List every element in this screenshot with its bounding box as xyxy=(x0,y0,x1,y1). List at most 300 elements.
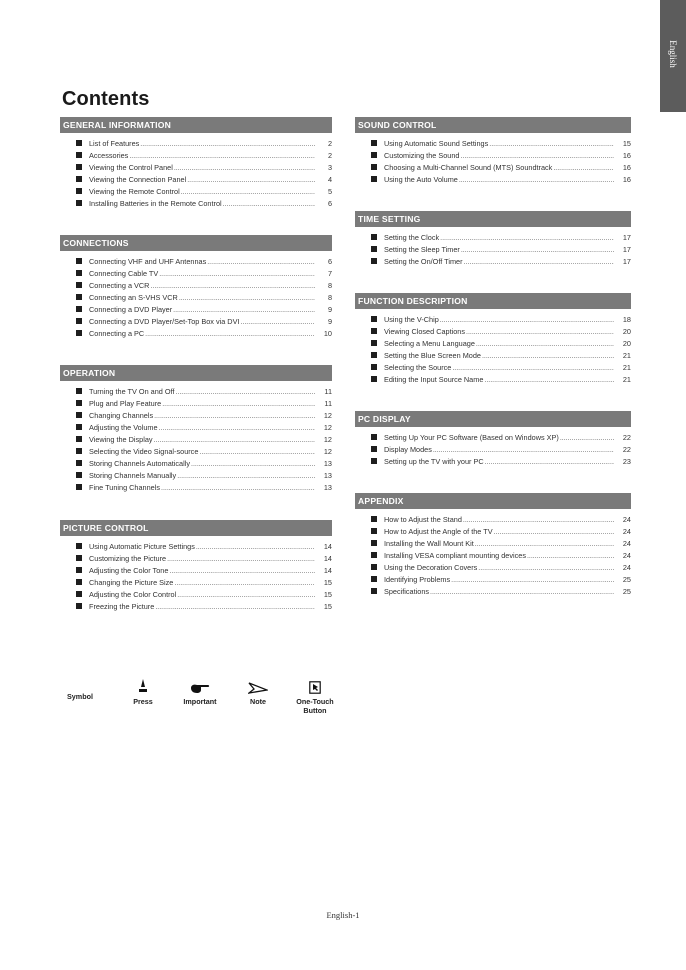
toc-entry[interactable] xyxy=(76,483,332,495)
toc-entry-label: Changing the Picture Size xyxy=(89,578,174,587)
toc-entry-list xyxy=(60,257,332,341)
toc-entry[interactable] xyxy=(371,445,631,457)
section-heading: OPERATION xyxy=(60,365,332,381)
toc-entry-list xyxy=(60,542,332,614)
legend-note-label: Note xyxy=(250,697,266,706)
toc-entry-page: 13 xyxy=(323,471,332,480)
toc-entry-page: 11 xyxy=(324,399,332,408)
dot-leader xyxy=(459,177,614,184)
toc-section xyxy=(355,493,631,599)
toc-entry[interactable] xyxy=(371,233,631,245)
toc-entry-label: Storing Channels Manually xyxy=(89,471,177,480)
toc-entry[interactable] xyxy=(76,293,332,305)
dot-leader xyxy=(430,589,614,596)
toc-entry-label: Storing Channels Automatically xyxy=(89,459,190,468)
section-heading: SOUND CONTROL xyxy=(355,117,631,133)
toc-entry[interactable] xyxy=(371,539,631,551)
toc-entry[interactable] xyxy=(76,199,332,211)
toc-entry-list xyxy=(355,139,631,187)
toc-entry-label: Customizing the Sound xyxy=(384,151,460,160)
dot-leader xyxy=(494,529,614,536)
square-bullet-icon xyxy=(371,246,377,252)
toc-section xyxy=(355,411,631,469)
dot-leader xyxy=(207,259,315,266)
toc-entry-list xyxy=(355,515,631,599)
square-bullet-icon xyxy=(76,448,82,454)
toc-entry-page: 14 xyxy=(323,554,332,563)
toc-entry-label: Selecting a Menu Language xyxy=(384,339,475,348)
toc-entry-page: 23 xyxy=(622,457,631,466)
square-bullet-icon xyxy=(371,316,377,322)
toc-entry[interactable] xyxy=(371,363,631,375)
dot-leader xyxy=(199,449,315,456)
square-bullet-icon xyxy=(76,603,82,609)
toc-entry-page: 24 xyxy=(622,563,631,572)
dot-leader xyxy=(140,141,315,148)
toc-entry-page: 6 xyxy=(327,199,332,208)
dot-leader xyxy=(475,541,614,548)
toc-entry[interactable] xyxy=(371,339,631,351)
toc-entry-label: Using the Auto Volume xyxy=(384,175,458,184)
toc-entry-page: 12 xyxy=(323,423,332,432)
toc-entry-page: 24 xyxy=(622,551,631,560)
dot-leader xyxy=(177,473,315,480)
square-bullet-icon xyxy=(76,591,82,597)
square-bullet-icon xyxy=(76,282,82,288)
toc-entry-page: 9 xyxy=(327,317,332,326)
dot-leader xyxy=(173,307,315,314)
toc-entry-page: 20 xyxy=(622,339,631,348)
legend-symbol xyxy=(50,692,110,701)
toc-entry-page: 7 xyxy=(327,269,332,278)
square-bullet-icon xyxy=(76,555,82,561)
square-bullet-icon xyxy=(371,540,377,546)
square-bullet-icon xyxy=(371,152,377,158)
square-bullet-icon xyxy=(76,176,82,182)
toc-entry-label: Identifying Problems xyxy=(384,575,451,584)
square-bullet-icon xyxy=(76,294,82,300)
dot-leader xyxy=(527,553,614,560)
toc-entry-page: 8 xyxy=(327,281,332,290)
toc-entry-label: Setting the On/Off Timer xyxy=(384,257,463,266)
toc-entry-list xyxy=(355,233,631,269)
dot-leader xyxy=(159,271,315,278)
square-bullet-icon xyxy=(371,458,377,464)
toc-entry[interactable] xyxy=(76,269,332,281)
toc-entry-page: 13 xyxy=(323,459,332,468)
square-bullet-icon xyxy=(76,567,82,573)
toc-section xyxy=(60,235,332,341)
square-bullet-icon xyxy=(76,152,82,158)
toc-entry-label: Setting the Blue Screen Mode xyxy=(384,351,481,360)
toc-entry-label: Editing the Input Source Name xyxy=(384,375,484,384)
toc-entry-page: 15 xyxy=(323,578,332,587)
dot-leader xyxy=(179,295,315,302)
toc-entry-page: 15 xyxy=(323,602,332,611)
toc-entry-label: Connecting a VCR xyxy=(89,281,150,290)
toc-entry-page: 18 xyxy=(622,315,631,324)
toc-entry-label: Customizing the Picture xyxy=(89,554,167,563)
toc-entry-label: Adjusting the Volume xyxy=(89,423,158,432)
toc-entry[interactable] xyxy=(371,587,631,599)
toc-entry-label: Viewing Closed Captions xyxy=(384,327,465,336)
legend-note xyxy=(228,676,288,706)
toc-entry[interactable] xyxy=(76,151,332,163)
toc-entry[interactable] xyxy=(371,351,631,363)
dot-leader xyxy=(196,544,315,551)
toc-entry-list xyxy=(60,387,332,495)
square-bullet-icon xyxy=(371,340,377,346)
square-bullet-icon xyxy=(371,516,377,522)
press-icon xyxy=(113,676,173,694)
square-bullet-icon xyxy=(76,472,82,478)
toc-entry-page: 17 xyxy=(622,257,631,266)
toc-entry[interactable] xyxy=(371,151,631,163)
toc-entry-label: Using Automatic Picture Settings xyxy=(89,542,195,551)
toc-entry[interactable] xyxy=(371,527,631,539)
toc-entry[interactable] xyxy=(371,515,631,527)
toc-entry[interactable] xyxy=(76,329,332,341)
square-bullet-icon xyxy=(76,330,82,336)
square-bullet-icon xyxy=(76,460,82,466)
toc-entry-page: 6 xyxy=(327,257,332,266)
one-touch-button-icon xyxy=(285,676,345,694)
dot-leader xyxy=(154,413,315,420)
square-bullet-icon xyxy=(76,188,82,194)
toc-entry-label: Viewing the Connection Panel xyxy=(89,175,187,184)
toc-entry[interactable] xyxy=(76,566,332,578)
square-bullet-icon xyxy=(76,164,82,170)
toc-entry[interactable] xyxy=(76,471,332,483)
toc-entry-label: Using Automatic Sound Settings xyxy=(384,139,489,148)
toc-entry-label: Fine Tuning Channels xyxy=(89,483,160,492)
dot-leader xyxy=(223,201,315,208)
toc-entry-label: Connecting Cable TV xyxy=(89,269,159,278)
toc-entry-label: Adjusting the Color Control xyxy=(89,590,177,599)
page-footer: English-1 xyxy=(326,910,360,920)
dot-leader xyxy=(177,592,315,599)
toc-entry-label: Viewing the Remote Control xyxy=(89,187,180,196)
square-bullet-icon xyxy=(371,446,377,452)
toc-entry-label: Setting the Clock xyxy=(384,233,440,242)
dot-leader xyxy=(452,365,614,372)
square-bullet-icon xyxy=(76,543,82,549)
dot-leader xyxy=(478,565,614,572)
toc-entry-page: 12 xyxy=(323,411,332,420)
toc-entry[interactable] xyxy=(76,435,332,447)
toc-entry-page: 16 xyxy=(622,163,631,172)
toc-entry-page: 4 xyxy=(327,175,332,184)
toc-entry-label: Connecting a DVD Player/Set-Top Box via DVI xyxy=(89,317,240,326)
toc-entry-label: Display Modes xyxy=(384,445,432,454)
toc-entry-label: Connecting VHF and UHF Antennas xyxy=(89,257,207,266)
dot-leader xyxy=(463,517,614,524)
legend-press-label: Press xyxy=(133,697,153,706)
legend-one-touch xyxy=(285,676,345,715)
toc-entry[interactable] xyxy=(371,551,631,563)
dot-leader xyxy=(440,317,614,324)
square-bullet-icon xyxy=(76,579,82,585)
legend-press xyxy=(113,676,173,706)
toc-entry-page: 10 xyxy=(323,329,332,338)
toc-entry[interactable] xyxy=(76,281,332,293)
square-bullet-icon xyxy=(76,140,82,146)
toc-entry-page: 25 xyxy=(622,575,631,584)
toc-entry-label: Installing VESA compliant mounting devices xyxy=(384,551,526,560)
dot-leader xyxy=(175,389,315,396)
square-bullet-icon xyxy=(76,388,82,394)
toc-entry[interactable] xyxy=(76,257,332,269)
toc-section xyxy=(355,117,631,187)
toc-entry-page: 20 xyxy=(622,327,631,336)
dot-leader xyxy=(155,604,315,611)
toc-entry-page: 2 xyxy=(327,151,332,160)
dot-leader xyxy=(145,331,315,338)
toc-entry-label: List of Features xyxy=(89,139,140,148)
toc-entry-page: 21 xyxy=(622,375,631,384)
square-bullet-icon xyxy=(371,234,377,240)
dot-leader xyxy=(154,437,315,444)
dot-leader xyxy=(440,235,614,242)
dot-leader xyxy=(461,247,614,254)
section-heading: GENERAL INFORMATION xyxy=(60,117,332,133)
toc-entry-page: 16 xyxy=(622,151,631,160)
toc-entry-label: Turning the TV On and Off xyxy=(89,387,175,396)
toc-entry[interactable] xyxy=(76,175,332,187)
toc-entry[interactable] xyxy=(371,375,631,387)
toc-entry-label: Accessories xyxy=(89,151,129,160)
toc-entry-label: Installing the Wall Mount Kit xyxy=(384,539,474,548)
dot-leader xyxy=(174,580,315,587)
toc-entry-page: 15 xyxy=(622,139,631,148)
toc-entry[interactable] xyxy=(371,245,631,257)
toc-entry-page: 9 xyxy=(327,305,332,314)
toc-entry[interactable] xyxy=(76,187,332,199)
square-bullet-icon xyxy=(371,140,377,146)
dot-leader xyxy=(169,568,315,575)
toc-entry-label: Connecting an S-VHS VCR xyxy=(89,293,178,302)
section-heading: CONNECTIONS xyxy=(60,235,332,251)
legend-important xyxy=(170,676,230,706)
language-tab-label: English xyxy=(668,40,678,68)
section-heading: APPENDIX xyxy=(355,493,631,509)
toc-entry-label: Using the Decoration Covers xyxy=(384,563,478,572)
section-heading: PC DISPLAY xyxy=(355,411,631,427)
square-bullet-icon xyxy=(76,424,82,430)
dot-leader xyxy=(433,447,614,454)
square-bullet-icon xyxy=(76,200,82,206)
toc-section xyxy=(60,365,332,495)
toc-entry-page: 12 xyxy=(323,435,332,444)
toc-entry-list xyxy=(355,315,631,387)
toc-entry-label: Viewing the Control Panel xyxy=(89,163,173,172)
toc-section xyxy=(60,520,332,614)
toc-entry-page: 22 xyxy=(622,433,631,442)
toc-entry[interactable] xyxy=(76,139,332,151)
dot-leader xyxy=(451,577,614,584)
toc-entry-label: Changing Channels xyxy=(89,411,154,420)
page-title: Contents xyxy=(62,88,150,110)
square-bullet-icon xyxy=(76,306,82,312)
toc-entry[interactable] xyxy=(371,175,631,187)
toc-entry[interactable] xyxy=(371,457,631,469)
dot-leader xyxy=(485,459,614,466)
toc-entry-page: 14 xyxy=(323,566,332,575)
toc-entry[interactable] xyxy=(371,315,631,327)
dot-leader xyxy=(191,461,315,468)
square-bullet-icon xyxy=(76,270,82,276)
toc-entry-page: 11 xyxy=(324,387,332,396)
dot-leader xyxy=(560,435,614,442)
dot-leader xyxy=(553,165,614,172)
square-bullet-icon xyxy=(371,552,377,558)
square-bullet-icon xyxy=(76,484,82,490)
toc-entry-page: 14 xyxy=(323,542,332,551)
toc-entry-label: Selecting the Source xyxy=(384,363,452,372)
dot-leader xyxy=(150,283,315,290)
square-bullet-icon xyxy=(371,528,377,534)
dot-leader xyxy=(460,153,614,160)
toc-entry-page: 17 xyxy=(622,233,631,242)
toc-entry[interactable] xyxy=(76,447,332,459)
square-bullet-icon xyxy=(76,436,82,442)
toc-entry-label: Freezing the Picture xyxy=(89,602,155,611)
dot-leader xyxy=(174,165,315,172)
legend-one-touch-label-1: One-Touch xyxy=(296,697,334,706)
section-heading: FUNCTION DESCRIPTION xyxy=(355,293,631,309)
toc-entry-page: 2 xyxy=(327,139,332,148)
section-heading: TIME SETTING xyxy=(355,211,631,227)
toc-entry[interactable] xyxy=(76,602,332,614)
toc-entry-page: 12 xyxy=(323,447,332,456)
toc-entry-label: Setting the Sleep Timer xyxy=(384,245,460,254)
note-arrow-icon xyxy=(228,676,288,694)
dot-leader xyxy=(181,189,315,196)
language-tab xyxy=(660,0,686,112)
toc-entry-label: Adjusting the Color Tone xyxy=(89,566,169,575)
square-bullet-icon xyxy=(76,318,82,324)
square-bullet-icon xyxy=(371,376,377,382)
toc-entry-label: Setting up the TV with your PC xyxy=(384,457,484,466)
dot-leader xyxy=(464,259,614,266)
toc-entry[interactable] xyxy=(76,399,332,411)
toc-entry-page: 8 xyxy=(327,293,332,302)
square-bullet-icon xyxy=(371,328,377,334)
toc-entry-page: 15 xyxy=(323,590,332,599)
dot-leader xyxy=(162,401,315,408)
square-bullet-icon xyxy=(371,564,377,570)
toc-section xyxy=(60,117,332,211)
dot-leader xyxy=(484,377,614,384)
square-bullet-icon xyxy=(371,164,377,170)
toc-section xyxy=(355,293,631,387)
square-bullet-icon xyxy=(76,400,82,406)
toc-entry-page: 24 xyxy=(622,527,631,536)
toc-entry[interactable] xyxy=(76,578,332,590)
toc-entry-label: Using the V-Chip xyxy=(384,315,439,324)
toc-entry-label: Installing Batteries in the Remote Control xyxy=(89,199,222,208)
dot-leader xyxy=(466,329,614,336)
toc-entry-page: 24 xyxy=(622,539,631,548)
toc-entry-label: Choosing a Multi-Channel Sound (MTS) Soundtrack xyxy=(384,163,553,172)
toc-entry-page: 24 xyxy=(622,515,631,524)
toc-entry-page: 3 xyxy=(327,163,332,172)
toc-entry[interactable] xyxy=(76,542,332,554)
toc-entry-list xyxy=(60,139,332,211)
dot-leader xyxy=(482,353,614,360)
toc-entry-page: 16 xyxy=(622,175,631,184)
toc-entry[interactable] xyxy=(76,163,332,175)
toc-entry-page: 5 xyxy=(327,187,332,196)
dot-leader xyxy=(159,425,315,432)
toc-entry-label: Connecting a PC xyxy=(89,329,145,338)
toc-entry-page: 13 xyxy=(323,483,332,492)
toc-entry[interactable] xyxy=(371,139,631,151)
toc-entry[interactable] xyxy=(371,327,631,339)
square-bullet-icon xyxy=(371,258,377,264)
toc-entry-label: How to Adjust the Stand xyxy=(384,515,462,524)
square-bullet-icon xyxy=(371,176,377,182)
toc-entry[interactable] xyxy=(371,163,631,175)
dot-leader xyxy=(129,153,315,160)
toc-entry-label: Plug and Play Feature xyxy=(89,399,162,408)
toc-entry[interactable] xyxy=(76,305,332,317)
toc-entry[interactable] xyxy=(371,575,631,587)
square-bullet-icon xyxy=(371,434,377,440)
toc-entry-label: Viewing the Display xyxy=(89,435,153,444)
toc-entry-label: Setting Up Your PC Software (Based on Windows XP) xyxy=(384,433,559,442)
dot-leader xyxy=(489,141,614,148)
toc-entry[interactable] xyxy=(371,257,631,269)
dot-leader xyxy=(167,556,315,563)
toc-entry-label: Specifications xyxy=(384,587,430,596)
dot-leader xyxy=(161,485,315,492)
toc-entry-label: Connecting a DVD Player xyxy=(89,305,173,314)
legend-one-touch-label-2: Button xyxy=(303,706,327,715)
toc-entry[interactable] xyxy=(76,411,332,423)
legend-symbol-label: Symbol xyxy=(67,692,93,701)
section-heading: PICTURE CONTROL xyxy=(60,520,332,536)
toc-entry[interactable] xyxy=(76,423,332,435)
toc-entry-page: 17 xyxy=(622,245,631,254)
toc-entry-list xyxy=(355,433,631,469)
toc-entry[interactable] xyxy=(76,459,332,471)
legend-important-label: Important xyxy=(183,697,217,706)
symbol-legend xyxy=(58,676,358,736)
toc-entry-page: 21 xyxy=(622,363,631,372)
square-bullet-icon xyxy=(371,576,377,582)
toc-entry-page: 21 xyxy=(622,351,631,360)
square-bullet-icon xyxy=(76,412,82,418)
toc-entry[interactable] xyxy=(76,387,332,399)
square-bullet-icon xyxy=(76,258,82,264)
toc-entry[interactable] xyxy=(371,433,631,445)
pointing-hand-icon xyxy=(170,676,230,694)
toc-entry[interactable] xyxy=(76,317,332,329)
toc-entry-label: How to Adjust the Angle of the TV xyxy=(384,527,493,536)
square-bullet-icon xyxy=(371,364,377,370)
square-bullet-icon xyxy=(371,588,377,594)
toc-entry-page: 25 xyxy=(622,587,631,596)
toc-entry[interactable] xyxy=(76,554,332,566)
toc-entry-page: 22 xyxy=(622,445,631,454)
toc-entry[interactable] xyxy=(76,590,332,602)
toc-entry-label: Selecting the Video Signal-source xyxy=(89,447,199,456)
toc-section xyxy=(355,211,631,269)
dot-leader xyxy=(187,177,315,184)
square-bullet-icon xyxy=(371,352,377,358)
toc-entry[interactable] xyxy=(371,563,631,575)
